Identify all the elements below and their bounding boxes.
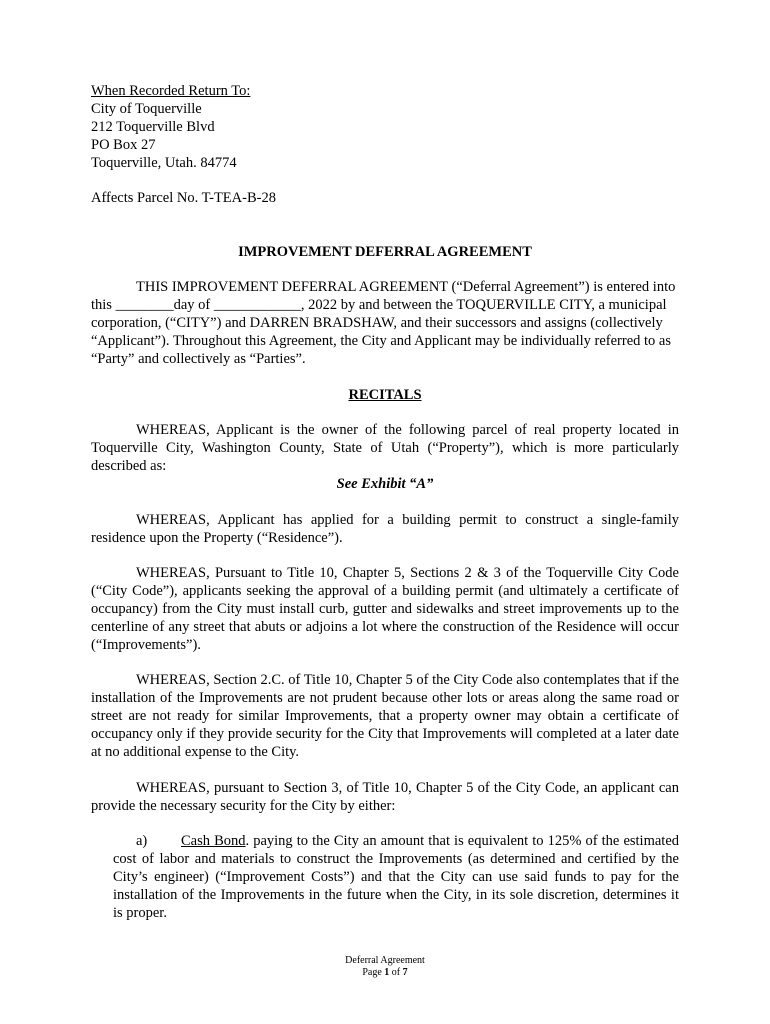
security-option-a: [113, 832, 679, 922]
footer-title: Deferral Agreement: [345, 955, 425, 966]
page-footer: [0, 955, 770, 979]
return-line: City of Toquerville: [91, 101, 202, 117]
option-term: Cash Bond: [181, 833, 246, 849]
return-line: Toquerville, Utah. 84774: [91, 155, 237, 171]
return-heading: When Recorded Return To:: [91, 83, 251, 99]
page-of: of: [389, 967, 403, 978]
page-number: 1: [384, 967, 390, 978]
document-title: IMPROVEMENT DEFERRAL AGREEMENT: [238, 244, 532, 260]
return-line: 212 Toquerville Blvd: [91, 119, 215, 135]
page-total: 7: [402, 967, 408, 978]
whereas-paragraph-2: WHEREAS, Applicant has applied for a building permit to construct a single-family residence upon the Property (“Residence”).: [91, 512, 679, 546]
option-label: a): [136, 833, 148, 849]
intro-paragraph: THIS IMPROVEMENT DEFERRAL AGREEMENT (“Deferral Agreement”) is entered into this ________day of ____________, 2022 by and between the TOQUERVILLE CITY, a municipal corporation, (“CITY”) and DARREN BRADSHAW, and their successors and assigns (collectively “Applicant”). Throughout this Agreement, the City and Applicant may be individually referred to as “Party” and collectively as “Parties”.: [91, 279, 676, 367]
recitals-heading: RECITALS: [348, 387, 422, 403]
page-indicator: [0, 967, 770, 979]
whereas-paragraph-5: WHEREAS, pursuant to Section 3, of Title 10, Chapter 5 of the City Code, an applicant can provide the necessary security for the City by either:: [91, 780, 679, 814]
option-text: . paying to the City an amount that is equivalent to 125% of the estimated cost of labor and materials to construct the Improvements (as determined and certified by the City’s engineer) (“Improvement Costs”) and that the City can use said funds to pay for the installation of the Improvements in the future when the City, in its sole discretion, determines it is proper.: [113, 833, 680, 921]
return-line: PO Box 27: [91, 137, 156, 153]
return-address-block: [91, 82, 679, 172]
parcel-number: Affects Parcel No. T-TEA-B-28: [91, 190, 276, 206]
whereas-paragraph-1: WHEREAS, Applicant is the owner of the following parcel of real property located in Toquerville City, Washington County, State of Utah (“Property”), which is more particularly described as:: [91, 422, 679, 474]
exhibit-reference: See Exhibit “A”: [336, 476, 434, 492]
whereas-paragraph-4: WHEREAS, Section 2.C. of Title 10, Chapter 5 of the City Code also contemplates that if the installation of the Improvements are not prudent because other lots or areas along the same road or street are not ready for similar Improvements, that a property owner may obtain a certificate of occupancy only if they provide security for the City that Improvements will completed at a later date at no additional expense to the City.: [91, 672, 679, 760]
page-prefix: Page: [362, 967, 385, 978]
whereas-paragraph-3: WHEREAS, Pursuant to Title 10, Chapter 5, Sections 2 & 3 of the Toquerville City Code (“City Code”), applicants seeking the approval of a building permit (and ultimately a certificate of occupancy) from the City must install curb, gutter and sidewalks and street improvements up to the centerline of any street that abuts or adjoins a lot where the construction of the Residence will occur (“Improvements”).: [91, 565, 679, 653]
